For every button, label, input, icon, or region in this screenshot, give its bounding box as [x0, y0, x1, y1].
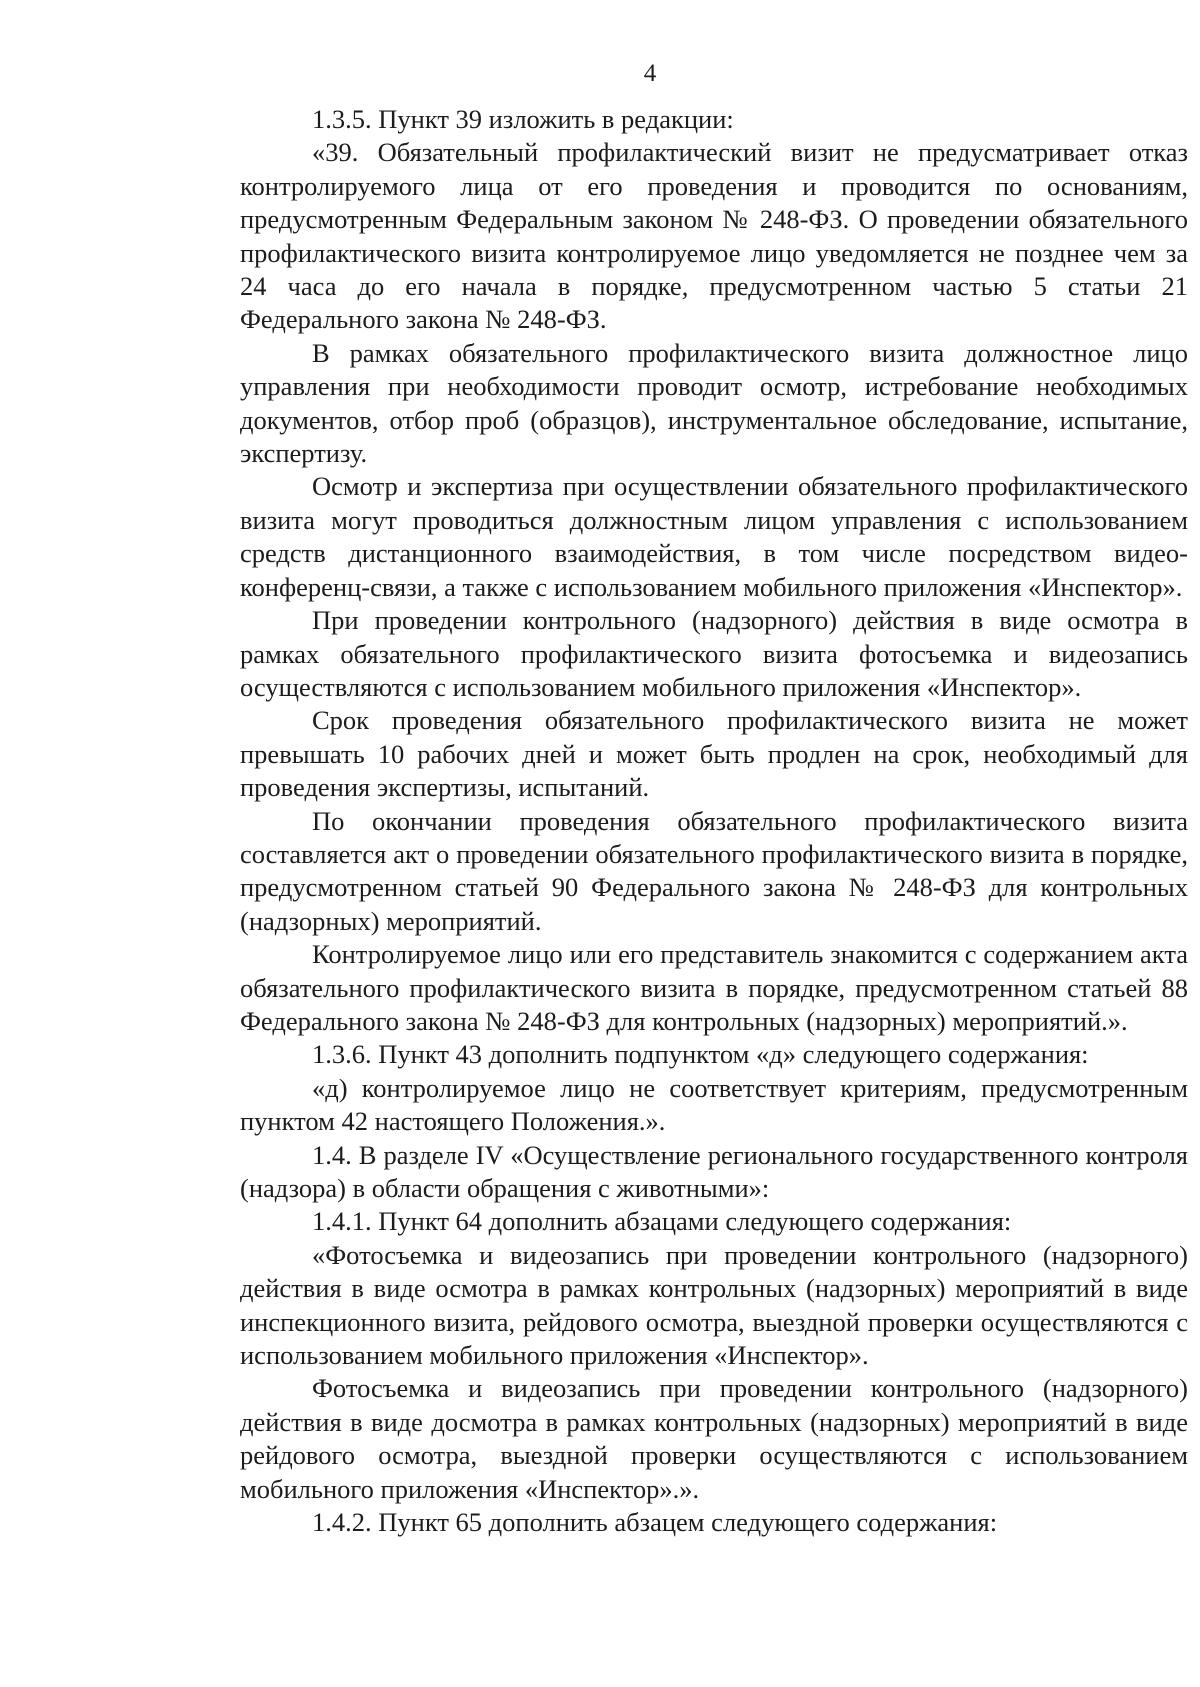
- paragraph-1-3-5: 1.3.5. Пункт 39 изложить в редакции:: [312, 104, 734, 134]
- paragraph-subpoint-d: «д) контролируемое лицо не соответствует критериям, предусмотренным пунктом 42 настоящего Положения.».: [240, 1072, 1188, 1137]
- paragraph-photo-search: Фотосъемка и видеозапись при проведении контрольного (надзорного) действия в виде досмотра в рамках контрольных (надзорных) мероприятий в виде рейдового осмотра, выездной проверки осуществляются с использованием мобильного приложения «Инспектор».».: [240, 1373, 1188, 1504]
- document-body: [240, 103, 1188, 1539]
- paragraph-visit-actions: В рамках обязательного профилактического визита должностное лицо управления при необходимости проводит осмотр, истребование необходимых документов, отбор проб (образцов), инструментальное обследование, испытание, экспертизу.: [240, 337, 1188, 469]
- paragraph-remote-inspection: Осмотр и экспертиза при осуществлении обязательного профилактического визита могут проводиться должностным лицом управления с использованием средств дистанционного взаимодействия, в том числе посредством видео-конференц-связи, а также с использованием мобильного приложения «Инспектор».: [240, 471, 1188, 602]
- paragraph-visit-term: Срок проведения обязательного профилактического визита не может превышать 10 рабочих дней и может быть продлен на срок, необходимый для проведения экспертизы, испытаний.: [240, 705, 1188, 803]
- paragraph-point-39: «39. Обязательный профилактический визит не предусматривает отказ контролируемого лица от его проведения и проводится по основаниям, предусмотренным Федеральным законом № 248-ФЗ. О проведении обязательного профилактического визита контролируемое лицо уведомляется не позднее чем за 24 часа до его начала в порядке, предусмотренном частью 5 статьи 21 Федерального закона № 248-ФЗ.: [240, 137, 1188, 335]
- page-number: 4: [643, 60, 657, 87]
- paragraph-1-3-6: 1.3.6. Пункт 43 дополнить подпунктом «д» следующего содержания:: [312, 1039, 1089, 1070]
- paragraph-act-familiarization: Контролируемое лицо или его представитель знакомится с содержанием акта обязательного профилактического визита в порядке, предусмотренном статьей 88 Федерального закона № 248-ФЗ для контрольных (надзорных) мероприятий.».: [240, 939, 1188, 1036]
- paragraph-photo-video: При проведении контрольного (надзорного) действия в виде осмотра в рамках обязательного профилактического визита фотосъемка и видеозапись осуществляются с использованием мобильного приложения «Инспектор».: [240, 605, 1188, 702]
- paragraph-visit-act: По окончании проведения обязательного профилактического визита составляется акт о проведении обязательного профилактического визита в порядке, предусмотренном статьей 90 Федерального закона № 248-ФЗ для контрольных (надзорных) мероприятий.: [240, 805, 1188, 936]
- paragraph-1-4-2: 1.4.2. Пункт 65 дополнить абзацем следующего содержания:: [312, 1507, 998, 1538]
- paragraph-1-4: 1.4. В разделе IV «Осуществление регионального государственного контроля (надзора) в области обращения с животными»:: [240, 1139, 1188, 1203]
- paragraph-photo-inspection: «Фотосъемка и видеозапись при проведении контрольного (надзорного) действия в виде осмотра в рамках контрольных (надзорных) мероприятий в виде инспекционного визита, рейдового осмотра, выездной проверки осуществляются с использованием мобильного приложения «Инспектор».: [240, 1239, 1188, 1371]
- paragraph-1-4-1: 1.4.1. Пункт 64 дополнить абзацами следующего содержания:: [312, 1206, 1012, 1237]
